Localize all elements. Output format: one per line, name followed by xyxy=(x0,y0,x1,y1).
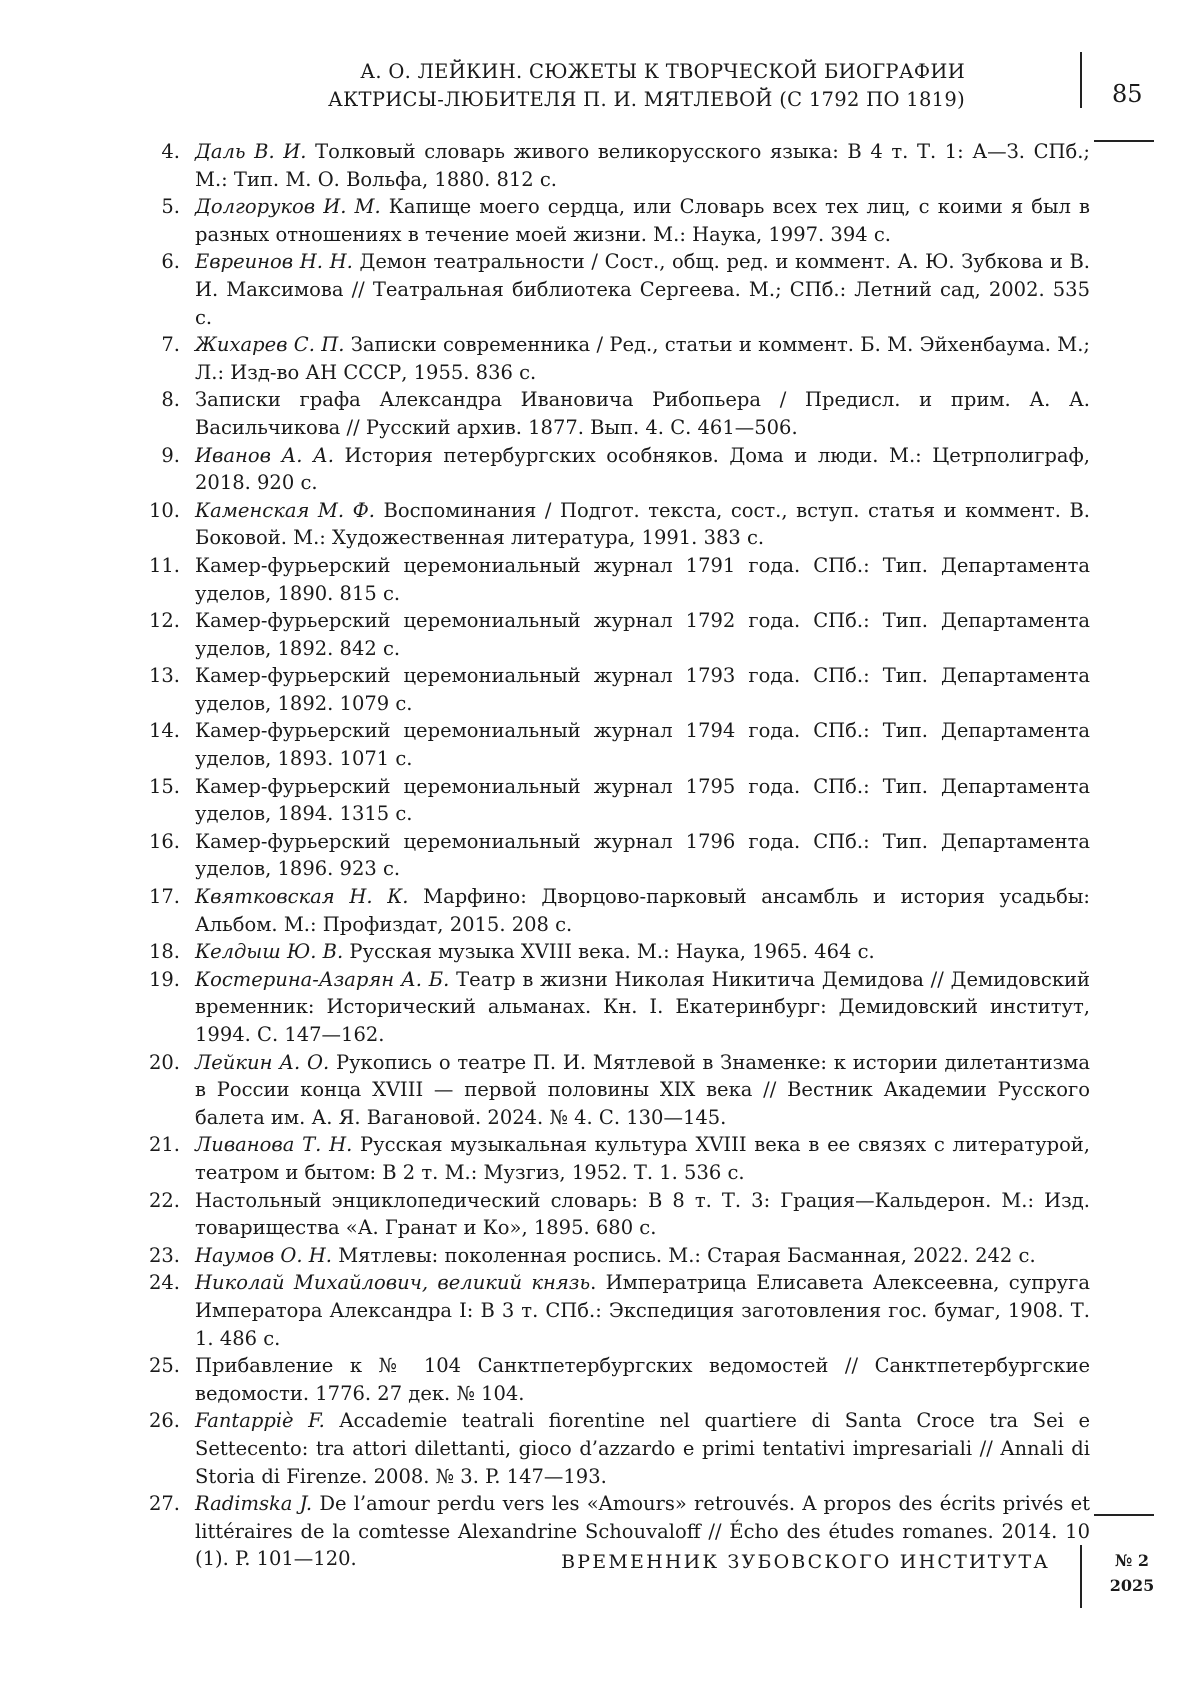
reference-text xyxy=(195,1187,1090,1242)
reference-description: Настольный энциклопедический словарь: В 8 т. Т. 3: Грация—Кальдерон. М.: Изд. товарищества «А. Гранат и Ко», 1895. 680 с. xyxy=(195,1188,1090,1240)
issue-year: 2025 xyxy=(1109,1576,1155,1595)
reference-author: Ливанова Т. Н. xyxy=(195,1133,353,1157)
reference-list xyxy=(130,138,1090,1573)
reference-author: Radimska J. xyxy=(195,1492,313,1516)
reference-number: 27. xyxy=(148,1492,180,1516)
reference-description: Рукопись о театре П. И. Мятлевой в Знаменке: к истории дилетантизма в России конца XVIII — первой половины XIX века // Вестник Академии Русского балета им. А. Я. Вагановой. 2024. № 4. С. 130—145. xyxy=(195,1050,1091,1129)
reference-description: Театр в жизни Николая Никитича Демидова // Демидовский временник: Исторический альманах. Кн. I. Екатеринбург: Демидовский институт, 1994. С. 147—162. xyxy=(195,967,1090,1046)
reference-author: Иванов А. А. xyxy=(195,443,334,467)
reference-number: 9. xyxy=(161,443,180,467)
issue-number: № 2 xyxy=(1114,1551,1150,1570)
reference-description: Прибавление к № 104 Санктпетербургских ведомостей // Санктпетербургские ведомости. 1776. 27 дек. № 104. xyxy=(195,1354,1090,1405)
reference-description: Русская музыкальная культура XVIII века в ее связях с литературой, театром и бытом: В 2 т. М.: Музгиз, 1952. Т. 1. 536 с. xyxy=(195,1133,1090,1184)
reference-item xyxy=(130,331,1090,386)
reference-description: Толковый словарь живого великорусского языка: В 4 т. Т. 1: А—З. СПб.; М.: Тип. М. О. Вольфа, 1880. 812 с. xyxy=(195,140,1091,191)
reference-number: 17. xyxy=(148,885,180,909)
reference-item xyxy=(130,1407,1090,1490)
reference-item xyxy=(130,662,1090,717)
reference-number: 11. xyxy=(148,553,180,577)
reference-description: Мятлевы: поколенная роспись. М.: Старая Басманная, 2022. 242 с. xyxy=(332,1243,1036,1267)
page-number: 85 xyxy=(1112,80,1143,108)
header-short-rule xyxy=(1094,140,1154,142)
reference-number: 26. xyxy=(148,1409,180,1433)
reference-text xyxy=(195,773,1090,828)
reference-number: 23. xyxy=(148,1243,180,1267)
reference-text xyxy=(195,1242,1090,1270)
issue-info xyxy=(1102,1548,1162,1598)
reference-item xyxy=(130,248,1090,331)
reference-item xyxy=(130,717,1090,772)
reference-item xyxy=(130,1269,1090,1352)
reference-number: 16. xyxy=(148,829,180,853)
reference-item xyxy=(130,773,1090,828)
reference-author: Келдыш Ю. В. xyxy=(195,940,344,964)
reference-author: Евреинов Н. Н. xyxy=(195,250,353,274)
reference-number: 20. xyxy=(148,1050,180,1074)
reference-text xyxy=(195,248,1090,331)
reference-number: 8. xyxy=(161,388,180,412)
running-header xyxy=(328,58,965,114)
reference-text xyxy=(195,1049,1090,1132)
reference-item xyxy=(130,1131,1090,1186)
footer-short-rule xyxy=(1094,1514,1154,1516)
reference-number: 14. xyxy=(148,719,180,743)
reference-author: Fantappiè F. xyxy=(195,1409,325,1433)
reference-number: 25. xyxy=(148,1354,180,1378)
reference-description: Камер-фурьерский церемониальный журнал 1792 года. СПб.: Тип. Департамента уделов, 1892. 842 с. xyxy=(195,609,1090,660)
reference-text xyxy=(195,331,1090,386)
reference-description: Записки современника / Ред., статьи и коммент. Б. М. Эйхенбаума. М.; Л.: Изд-во АН СССР, 1955. 836 с. xyxy=(195,333,1090,384)
reference-item xyxy=(130,828,1090,883)
header-vertical-rule xyxy=(1080,52,1082,108)
reference-number: 21. xyxy=(148,1133,180,1157)
reference-description: Марфино: Дворцово-парковый ансамбль и история усадьбы: Альбом. М.: Профиздат, 2015. 208 с. xyxy=(195,885,1090,936)
reference-text xyxy=(195,938,1090,966)
footer-vertical-rule xyxy=(1080,1545,1082,1608)
reference-text xyxy=(195,717,1090,772)
reference-author: Наумов О. Н. xyxy=(195,1243,332,1267)
header-title-line-1: А. О. ЛЕЙКИН. СЮЖЕТЫ К ТВОРЧЕСКОЙ БИОГРАФИИ xyxy=(360,60,965,83)
reference-author: Николай Михайлович, великий князь xyxy=(195,1271,591,1295)
reference-item xyxy=(130,1242,1090,1270)
reference-number: 15. xyxy=(148,774,180,798)
reference-text xyxy=(195,193,1090,248)
reference-item xyxy=(130,938,1090,966)
reference-item xyxy=(130,883,1090,938)
reference-description: . Императрица Елисавета Алексеевна, супруга Императора Александра I: В 3 т. СПб.: Экспедиция заготовления гос. бумаг, 1908. Т. 1. 486 с. xyxy=(195,1271,1090,1350)
reference-number: 24. xyxy=(148,1271,180,1295)
reference-description: Камер-фурьерский церемониальный журнал 1796 года. СПб.: Тип. Департамента уделов, 1896. 923 с. xyxy=(195,829,1090,881)
reference-author: Жихарев С. П. xyxy=(195,333,345,357)
reference-text xyxy=(195,386,1090,441)
reference-number: 18. xyxy=(148,940,180,964)
reference-text xyxy=(195,1269,1090,1352)
reference-text xyxy=(195,966,1090,1049)
reference-number: 7. xyxy=(161,333,180,357)
reference-description: Камер-фурьерский церемониальный журнал 1794 года. СПб.: Тип. Департамента уделов, 1893. 1071 с. xyxy=(195,719,1090,771)
reference-text xyxy=(195,138,1090,193)
reference-item xyxy=(130,386,1090,441)
reference-author: Костерина-Азарян А. Б. xyxy=(195,967,450,991)
reference-item xyxy=(130,552,1090,607)
reference-description: Капище моего сердца, или Словарь всех тех лиц, с коими я был в разных отношениях в течение моей жизни. М.: Наука, 1997. 394 с. xyxy=(195,195,1090,246)
reference-item xyxy=(130,497,1090,552)
reference-item xyxy=(130,966,1090,1049)
reference-author: Долгоруков И. М. xyxy=(195,195,381,219)
reference-text xyxy=(195,607,1090,662)
reference-author: Каменская М. Ф. xyxy=(195,498,375,522)
reference-item xyxy=(130,193,1090,248)
reference-text xyxy=(195,662,1090,717)
reference-description: Демон театральности / Сост., общ. ред. и коммент. А. Ю. Зубкова и В. И. Максимова // Театральная библиотека Сергеева. М.; СПб.: Летний сад, 2002. 535 с. xyxy=(195,250,1090,329)
reference-number: 10. xyxy=(148,498,180,522)
reference-description: Записки графа Александра Ивановича Рибопьера / Предисл. и прим. А. А. Васильчикова // Русский архив. 1877. Вып. 4. С. 461—506. xyxy=(195,388,1090,439)
reference-text xyxy=(195,552,1090,607)
reference-item xyxy=(130,1049,1090,1132)
reference-author: Даль В. И. xyxy=(195,140,307,163)
reference-text xyxy=(195,497,1090,552)
header-title-line-2: АКТРИСЫ-ЛЮБИТЕЛЯ П. И. МЯТЛЕВОЙ (С 1792 ПО 1819) xyxy=(328,88,965,111)
journal-title: ВРЕМЕННИК ЗУБОВСКОГО ИНСТИТУТА xyxy=(561,1551,1050,1573)
reference-number: 13. xyxy=(148,664,180,688)
reference-author: Квятковская Н. К. xyxy=(195,885,409,909)
reference-description: История петербургских особняков. Дома и люди. М.: Цетрполиграф, 2018. 920 с. xyxy=(195,443,1090,495)
reference-description: Русская музыка XVIII века. М.: Наука, 1965. 464 с. xyxy=(343,940,875,964)
reference-number: 19. xyxy=(148,967,180,991)
reference-item xyxy=(130,442,1090,497)
reference-text xyxy=(195,442,1090,497)
reference-description: Камер-фурьерский церемониальный журнал 1791 года. СПб.: Тип. Департамента уделов, 1890. 815 с. xyxy=(195,553,1090,605)
reference-description: Воспоминания / Подгот. текста, сост., вступ. статья и коммент. В. Боковой. М.: Художественная литература, 1991. 383 с. xyxy=(195,498,1090,550)
reference-text xyxy=(195,1407,1090,1490)
reference-description: De l’amour perdu vers les «Amours» retrouvés. A propos des écrits privés et littéraires de la comtesse Alexandrine Schouvaloff // Écho des études romanes. 2014. 10 (1). P. 101—120. xyxy=(195,1492,1090,1571)
reference-description: Камер-фурьерский церемониальный журнал 1793 года. СПб.: Тип. Департамента уделов, 1892. 1079 с. xyxy=(195,664,1090,715)
reference-description: Камер-фурьерский церемониальный журнал 1795 года. СПб.: Тип. Департамента уделов, 1894. 1315 с. xyxy=(195,774,1090,826)
reference-item xyxy=(130,1187,1090,1242)
reference-number: 22. xyxy=(148,1188,180,1212)
reference-author: Лейкин А. О. xyxy=(195,1050,330,1074)
reference-number: 12. xyxy=(148,609,180,633)
reference-item xyxy=(130,138,1090,193)
reference-number: 5. xyxy=(161,195,180,219)
reference-text xyxy=(195,1352,1090,1407)
reference-number: 4. xyxy=(161,140,180,163)
reference-text xyxy=(195,828,1090,883)
reference-text xyxy=(195,883,1090,938)
reference-text xyxy=(195,1131,1090,1186)
reference-item xyxy=(130,607,1090,662)
reference-item xyxy=(130,1352,1090,1407)
reference-number: 6. xyxy=(161,250,180,274)
reference-description: Accademie teatrali fiorentine nel quartiere di Santa Croce tra Sei e Settecento: tra attori dilettanti, gioco d’azzardo e primi tentativi impresariali // Annali di Storia di Firenze. 2008. № 3. P. 147—193. xyxy=(195,1409,1090,1488)
